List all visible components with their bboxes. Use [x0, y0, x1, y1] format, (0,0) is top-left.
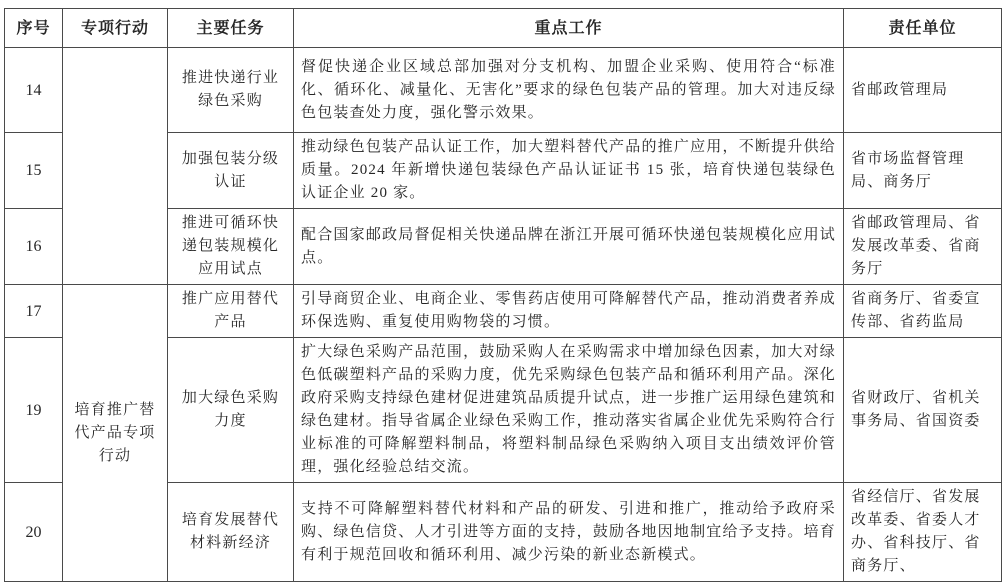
unit-cell: 省邮政管理局、省发展改革委、省商务厅: [844, 209, 1002, 285]
unit-cell: 省商务厅、省委宣传部、省药监局: [844, 285, 1002, 338]
header-row: [5, 9, 1002, 48]
task-cell: 加大绿色采购力度: [168, 338, 294, 483]
header-cell-task: 主要任务: [168, 9, 294, 48]
row-number: 17: [5, 285, 63, 338]
unit-cell: 省邮政管理局: [844, 48, 1002, 133]
unit-cell: 省经信厅、省发展改革委、省委人才办、省科技厅、省商务厅、: [844, 483, 1002, 582]
header-cell-unit: 责任单位: [844, 9, 1002, 48]
row-number: 20: [5, 483, 63, 582]
unit-cell: 省财政厅、省机关事务局、省国资委: [844, 338, 1002, 483]
action-group-lower: 培育推广替代产品专项行动: [63, 285, 168, 582]
row-number: 16: [5, 209, 63, 285]
task-cell: 培育发展替代材料新经济: [168, 483, 294, 582]
row-number: 19: [5, 338, 63, 483]
work-cell: 引导商贸企业、电商企业、零售药店使用可降解替代产品，推动消费者养成环保选购、重复使用购物袋的习惯。: [294, 285, 844, 338]
action-group-upper: [63, 48, 168, 285]
task-cell: 加强包装分级认证: [168, 133, 294, 209]
work-cell: 支持不可降解塑料替代材料和产品的研发、引进和推广，推动给予政府采购、绿色信贷、人才引进等方面的支持，鼓励各地因地制宜给予支持。培育有利于规范回收和循环利用、减少污染的新业态新模式。: [294, 483, 844, 582]
header-cell-work: 重点工作: [294, 9, 844, 48]
task-cell: 推进可循环快递包装规模化应用试点: [168, 209, 294, 285]
header-cell-no: 序号: [5, 9, 63, 48]
table-row-17: [5, 285, 1002, 338]
unit-cell: 省市场监督管理局、商务厅: [844, 133, 1002, 209]
row-number: 15: [5, 133, 63, 209]
action-plan-table: [4, 8, 1002, 582]
work-cell: 推动绿色包装产品认证工作，加大塑料替代产品的推广应用，不断提升供给质量。2024 年新增快递包装绿色产品认证证书 15 张，培育快递包装绿色认证企业 20 家。: [294, 133, 844, 209]
table-row-14: [5, 48, 1002, 133]
header-cell-action: 专项行动: [63, 9, 168, 48]
task-cell: 推广应用替代产品: [168, 285, 294, 338]
work-cell: 督促快递企业区域总部加强对分支机构、加盟企业采购、使用符合“标准化、循环化、减量化、无害化”要求的绿色包装产品的管理。加大对违反绿色包装查处力度，强化警示效果。: [294, 48, 844, 133]
work-cell: 扩大绿色采购产品范围，鼓励采购人在采购需求中增加绿色因素，加大对绿色低碳塑料产品的采购力度，优先采购绿色包装产品和循环利用产品。深化政府采购支持绿色建材促进建筑品质提升试点，进一步推广运用绿色建筑和绿色建材。指导省属企业绿色采购工作，推动落实省属企业优先采购符合行业标准的可降解塑料制品，将塑料制品绿色采购纳入项目支出绩效评价管理，强化经验总结交流。: [294, 338, 844, 483]
row-number: 14: [5, 48, 63, 133]
task-cell: 推进快递行业绿色采购: [168, 48, 294, 133]
work-cell: 配合国家邮政局督促相关快递品牌在浙江开展可循环快递包装规模化应用试点。: [294, 209, 844, 285]
